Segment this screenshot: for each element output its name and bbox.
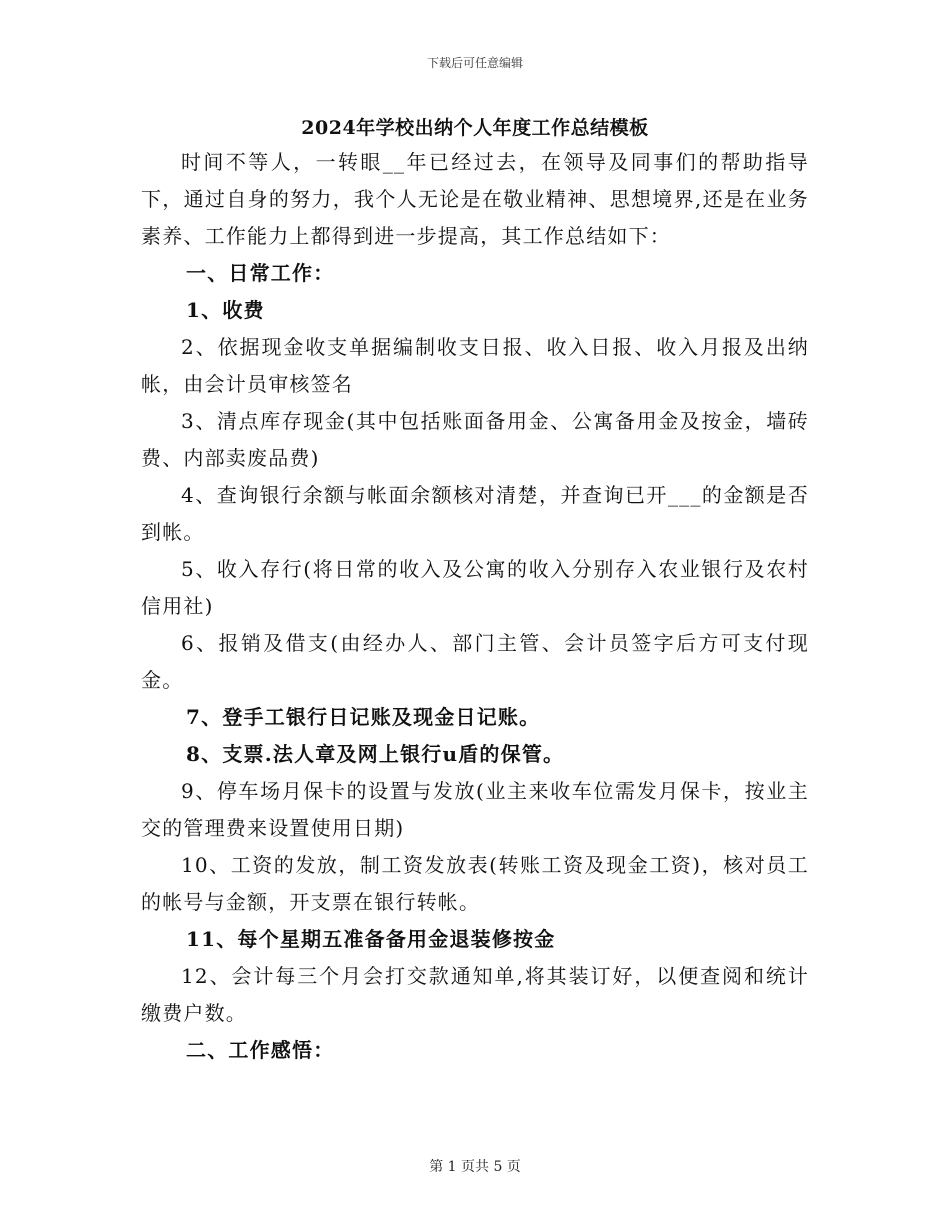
item-paragraph-3: 3、清点库存现金(其中包括账面备用金、公寓备用金及按金，墙砖费、内部卖废品费) (141, 409, 809, 470)
page-number-footer: 第 1 页共 5 页 (429, 1159, 521, 1175)
page-header-note: 下载后可任意编辑 (426, 56, 523, 70)
document-body (141, 144, 809, 1069)
item-paragraph-10: 10、工资的发放，制工资发放表(转账工资及现金工资)，核对员工的帐号与金额，开支票在银行转帐。 (141, 853, 809, 914)
item-paragraph-12: 12、会计每三个月会打交款通知单,将其装订好，以便查阅和统计缴费户数。 (141, 964, 809, 1025)
item-paragraph-4: 4、查询银行余额与帐面余额核对清楚，并查询已开___的金额是否到帐。 (141, 483, 809, 544)
document-title: 2024年学校出纳个人年度工作总结模板 (301, 117, 649, 139)
item-heading-8: 8、支票.法人章及网上银行u盾的保管。 (186, 742, 565, 766)
section-heading-daily-work: 一、日常工作： (186, 261, 335, 285)
item-paragraph-6: 6、报销及借支(由经办人、部门主管、会计员签字后方可支付现金。 (141, 631, 809, 692)
item-heading-7: 7、登手工银行日记账及现金日记账。 (186, 705, 541, 729)
item-paragraph-5: 5、收入存行(将日常的收入及公寓的收入分别存入农业银行及农村信用社) (141, 557, 809, 618)
item-paragraph-2: 2、依据现金收支单据编制收支日报、收入日报、收入月报及出纳帐，由会计员审核签名 (141, 335, 809, 396)
item-heading-fees: 1、收费 (186, 298, 265, 322)
item-paragraph-9: 9、停车场月保卡的设置与发放(业主来收车位需发月保卡，按业主交的管理费来设置使用日期) (141, 779, 809, 840)
section-heading-reflections: 二、工作感悟： (186, 1038, 335, 1062)
item-heading-11: 11、每个星期五准备备用金退装修按金 (186, 927, 556, 951)
intro-paragraph: 时间不等人，一转眼__年已经过去，在领导及同事们的帮助指导下，通过自身的努力，我个人无论是在敬业精神、思想境界,还是在业务素养、工作能力上都得到进一步提高，其工作总结如下： (141, 150, 809, 248)
